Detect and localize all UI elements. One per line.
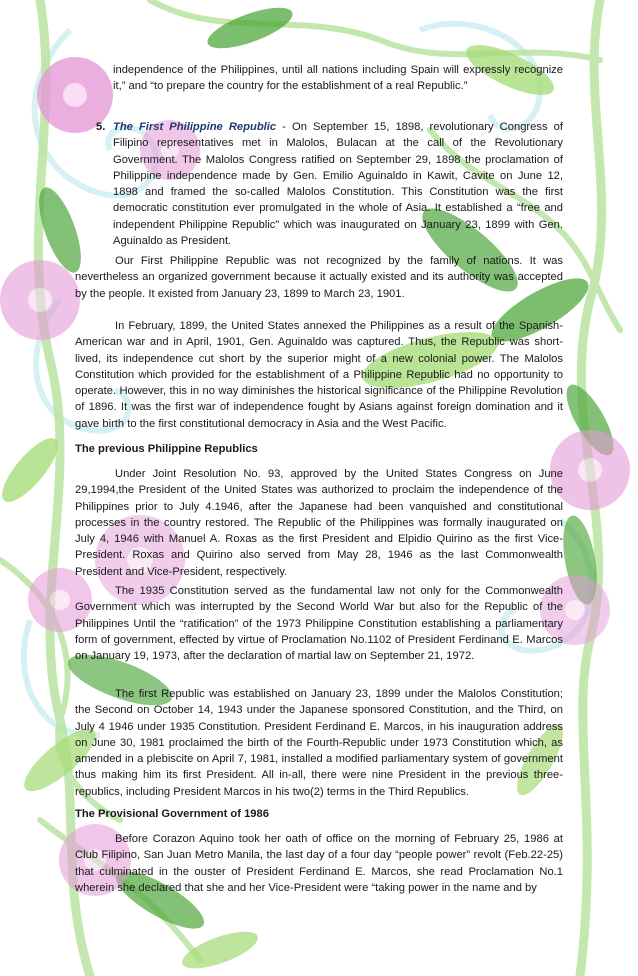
paragraph-1935-constitution: The 1935 Constitution served as the fundamental law not only for the Commonwealth Government which was interrupted by the Second World War but also for the Republic of the Philippines Until the “ratification” of the 1973 Philippine Constitution establishing a parliamentary form of government, effected by virtue of Proclamation No.1102 of President Ferdinand E. Marcos on January 19, 1973, after the declaration of martial law on September 21, 1972. [75,585,563,663]
first-republic-term: The First Philippine Republic [113,121,277,133]
paragraph-annexation: In February, 1899, the United States annexed the Philippines as a result of the Spanish-American war and in April, 1901, Gen. Aguinaldo was captured. Thus, the Republic was short-lived, its independence cut short by the superior might of a new colonial power. The Malolos Constitution which provided for the establishment of a Philippine Republic had no opportunity to operate. However, this in no way diminishes the historical significance of the Philippine Revolution of 1896. It was the first war of independence fought by Asians against foreign domination and it gave birth to the first constitutional democracy in Asia and the West Pacific. [75,320,563,430]
paragraph-recognition: Our First Philippine Republic was not recognized by the family of nations. It was nevertheless an organized government because it actually existed and its authority was accepted by the people. It existed from January 23, 1899 to March 23, 1901. [75,255,563,300]
heading-provisional-government: The Provisional Government of 1986 [75,808,269,820]
first-republic-text: - On September 15, 1898, revolutionary Congress of Filipino representatives met in Malolos, Bulacan at the call of the Revolutionary Government. The Malolos Congress ratified on September 29, 1898 the proclamation of Philippine independence made by Gen. Emilio Aguinaldo in Kawit, Cavite on June 12, 1898 and framed the so-called Malolos Constitution. This Constitution was the first democratic constitution ever promulgated in the whole of Asia. It established a “free and independent Philippine Republic” which was inaugurated on January 23, 1899 with Gen. Aguinaldo as President. [113,121,563,248]
paragraph-joint-resolution: Under Joint Resolution No. 93, approved by the United States Congress on June 29,1994,the President of the United States was authorized to proclaim the independence of the Philippines prior to July 4.1946, after the Japanese had been vanquished and constitutional processes in the country restored. The Republic of the Philippines was formally inaugurated on July 4, 1946 with Manuel A. Roxas as the first President and Elpidio Quirino as the first Vice-President. Roxas and Quirino also served from May 28, 1946 as the last Commonwealth President and Vice-President, respectively. [75,468,563,578]
first-republic-item [113,119,563,249]
paragraph-republics-summary: The first Republic was established on January 23, 1899 under the Malolos Constitution; the Second on October 14, 1943 under the Japanese sponsored Constitution, and the Third, on July 4 1946 under 1935 Constitution. President Ferdinand E. Marcos, in his inauguration address on June 30, 1981 proclaimed the birth of the Fourth-Republic under 1973 Constitution which, as amended in a plebiscite on April 7, 1981, installed a modified parliamentary system of government thus making him its first President. All in-all, there were nine President in the previous three-republics, including President Marcos in his two(2) terms in the Third Republics. [75,688,563,798]
heading-previous-republics: The previous Philippine Republics [75,443,258,455]
paragraph-aquino-oath: Before Corazon Aquino took her oath of office on the morning of February 25, 1986 at Club Filipino, San Juan Metro Manila, the last day of a four day “people power” revolt (Feb.22-25) that culminated in the ouster of President Ferdinand E. Marcos, she read Proclamation No.1 wherein she declared that she and her Vice-President were “taking power in the name and by [75,833,563,894]
intro-continuation: independence of the Philippines, until all nations including Spain will expressly recognize it,” and “to prepare the country for the establishment of a real Republic.” [113,64,563,93]
list-number-5: 5. [96,121,106,133]
